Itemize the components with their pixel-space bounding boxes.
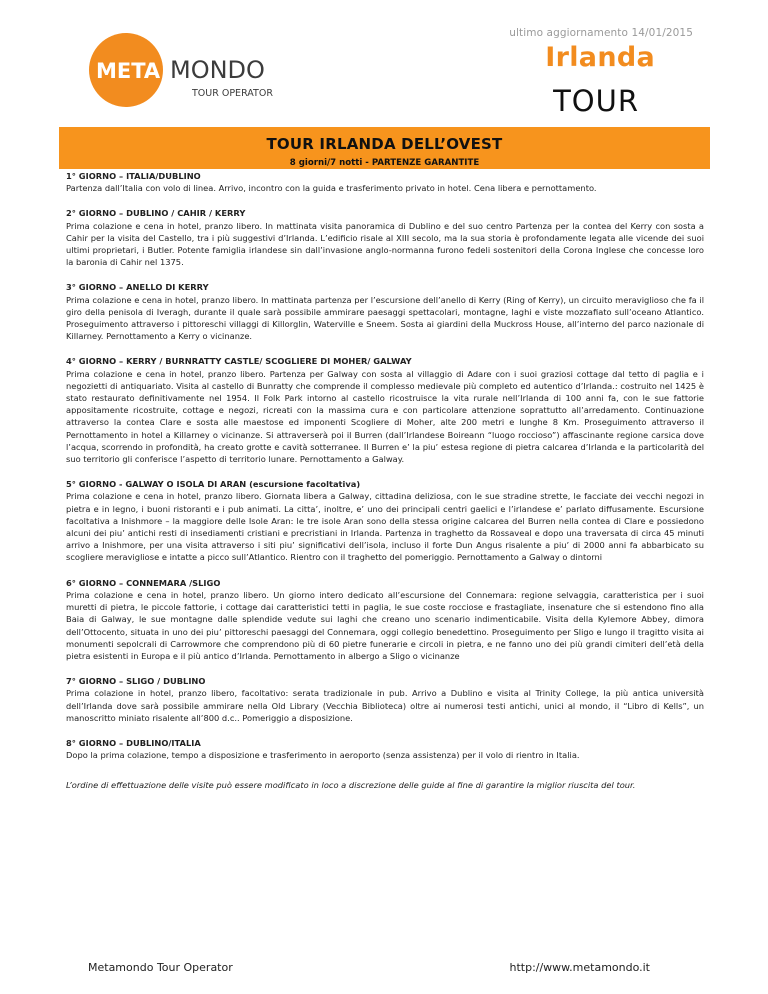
- day-text: Partenza dall’Italia con volo di linea. Arrivo, incontro con la guida e trasferimento privato in hotel. Cena libera e pernottamento.: [66, 183, 597, 194]
- tour-banner: [59, 127, 710, 169]
- itinerary-note: L’ordine di effettuazione delle visite può essere modificato in loco a discrezione delle guide al fine di garantire la miglior riuscita del tour.: [66, 780, 636, 791]
- day-title: 5° GIORNO - GALWAY O ISOLA DI ARAN (escursione facoltativa): [66, 479, 361, 490]
- itinerary: [66, 170, 704, 792]
- banner-title: TOUR IRLANDA DELL’OVEST: [266, 135, 503, 153]
- logo-mondo-text: MONDO: [170, 56, 265, 84]
- day-title: 8° GIORNO – DUBLINO/ITALIA: [66, 737, 201, 748]
- last-update-label: ultimo aggiornamento 14/01/2015: [509, 27, 693, 39]
- day-text: Dopo la prima colazione, tempo a disposizione e trasferimento in aeroporto (senza assistenza) per il volo di rientro in Italia.: [66, 750, 580, 761]
- footer-company: Metamondo Tour Operator: [88, 961, 233, 974]
- day-title: 2° GIORNO – DUBLINO / CAHIR / KERRY: [66, 208, 246, 219]
- day-7: [66, 675, 704, 724]
- day-2: [66, 207, 704, 268]
- day-title: 7° GIORNO – SLIGO / DUBLINO: [66, 676, 206, 687]
- day-1: [66, 170, 704, 194]
- day-4: [66, 355, 704, 465]
- day-title: 6° GIORNO – CONNEMARA /SLIGO: [66, 577, 221, 588]
- day-8: [66, 737, 704, 761]
- day-title: 3° GIORNO – ANELLO DI KERRY: [66, 282, 209, 293]
- day-title: 1° GIORNO – ITALIA/DUBLINO: [66, 171, 201, 181]
- day-text: Prima colazione e cena in hotel, pranzo libero. In mattinata partenza per l’escursione dell’anello di Kerry (Ring of Kerry), un circuito meraviglioso che fa il giro della penisola di Iveragh, durante il quale sarà possibile ammirare paesaggi spettacolari, montagne, laghi e viste mozzafiato sull’oceano Atlantico. Proseguimento attraverso i pittoreschi villaggi di Killorglin, Waterville e Sneem. Sosta ai giardini della Muckross House, all’interno del parco nazionale di Killarney. Pernottamento a Kerry o vicinanze.: [66, 294, 704, 342]
- day-text: Prima colazione in hotel, pranzo libero, facoltativo: serata tradizionale in pub. Arrivo a Dublino e visita al Trinity College, la più antica università dell’Irlanda dove sarà possibile ammirare nella Old Library (Vecchia Biblioteca) oltre ai numerosi testi antichi, unici al mondo, il “Libro di Kells”, un manoscritto miniato risalente all’800 d.c.. Pomeriggio a disposizione.: [66, 688, 704, 723]
- day-text: Prima colazione e cena in hotel, pranzo libero. In mattinata visita panoramica di Dublino e del suo centro Partenza per la contea del Kerry con sosta a Cahir per la visita del Castello, tra i più suggestivi d’Irlanda. L’edificio risale al XIII secolo, ma la sua storia è profondamente legata alle vicende dei suoi ultimi proprietari, i Butler. Potente famiglia irlandese sin dall’invasione anglo-normanna furono fedeli sostenitori della Corona Inglese che concesse loro la baronia di Cahir nel 1375.: [66, 220, 704, 268]
- tour-label: TOUR: [553, 84, 639, 118]
- logo-subtitle: TOUR OPERATOR: [192, 88, 273, 99]
- day-6: [66, 577, 704, 662]
- footer-url[interactable]: http://www.metamondo.it: [509, 961, 650, 974]
- logo-meta-text: META: [96, 59, 161, 83]
- destination-title: Irlanda: [545, 42, 655, 73]
- day-5: [66, 478, 704, 563]
- metamondo-logo: [88, 32, 303, 114]
- banner-subtitle: 8 giorni/7 notti - PARTENZE GARANTITE: [289, 158, 480, 168]
- day-title: 4° GIORNO – KERRY / BURNRATTY CASTLE/ SCOGLIERE DI MOHER/ GALWAY: [66, 356, 412, 367]
- day-3: [66, 281, 704, 342]
- day-text: Prima colazione e cena in hotel, pranzo libero. Partenza per Galway con sosta al villaggio di Adare con i suoi graziosi cottage dal tetto di paglia e i negozietti di antiquariato. Visita al castello di Bunratty che comprende il complesso medievale più completo ed autentico d’Irlanda.: costruito nel 1425 è stato restaurato definitivamente nel 1954. Il Folk Park intorno al castello ricostruisce la vita rurale nell’Irlanda di 100 anni fa, con le sue fattorie appositamente ricostruite, cottage e negozi, ricreati con la massima cura e con particolare attenzione soprattutto all’arredamento. Continuazione attraverso la contea Clare e sosta alle maestose ed imponenti Scogliere di Moher, alte 200 metri e lunghe 8 Km. Proseguimento attraverso il Pernottamento in hotel a Killarney o vicinanze. Si attraverserà poi il Burren (dall’Irlandese Boireann “luogo roccioso”) affascinante regione carsica dove l’acqua, scorrendo in profondità, ha creato grotte e cavità sotterranee. Il Burren e’ la piu’ estesa regione di pietra calcarea d’Irlanda e la particolarità del suo territorio gli conferisce l’aspetto di territorio lunare. Pernottamento a Galway.: [66, 368, 704, 465]
- day-text: Prima colazione e cena in hotel, pranzo libero. Giornata libera a Galway, cittadina deliziosa, con le sue stradine strette, le facciate dei vecchi negozi in pietra e in legno, i buoni ristoranti e i pub animati. La citta’, inoltre, e’ uno dei principali centri gaelici e l’irlandese e’ parlato diffusamente. Escursione facoltativa a Inishmore – la maggiore delle Isole Aran: le tre isole Aran sono della stessa origine calcarea del Burren nella contea di Clare e possiedono alcuni dei piu’ antichi resti di insediamenti cristiani e precristiani in Irlanda. Partenza in traghetto da Rossaveal e dopo una traversata di circa 45 minuti arrivo a Inishmore, per una visita attraverso i siti piu’ significativi dell’isola, incluso il forte Dun Angus risalente a piu’ di 2000 anni fa abbarbicato su scogliere meravigliose e intatte a picco sull’Atlantico. Rientro con il traghetto del pomeriggio. Pernottamento a Galway o dintorni: [66, 491, 704, 563]
- day-text: Prima colazione e cena in hotel, pranzo libero. Un giorno intero dedicato all’escursione del Connemara: regione selvaggia, caratteristica per i suoi muretti di pietra, le piccole fattorie, i cottage dai caratteristici tetti in paglia, le sue coste rocciose e frastagliate, insenature che si estendono fino alla Baia di Galway, le sue montagne dalle splendide vedute sui laghi che creano uno scenario indimenticabile. Visita della Kylemore Abbey, dimora dell’Ottocento, situata in uno dei piu’ pittoreschi paesaggi del Connemara, oggi collegio benedettino. Proseguimento per Sligo e lungo il tragitto visita ai monumenti sepolcrali di Carrowmore che comprendono più di 60 pietre funerarie e circoli in pietra, e ne fanno uno dei più grandi cimiteri dell’età della pietra esistenti in Europa e il più antico d’Irlanda. Pernottamento in albergo a Sligo o vicinanze: [66, 589, 704, 661]
